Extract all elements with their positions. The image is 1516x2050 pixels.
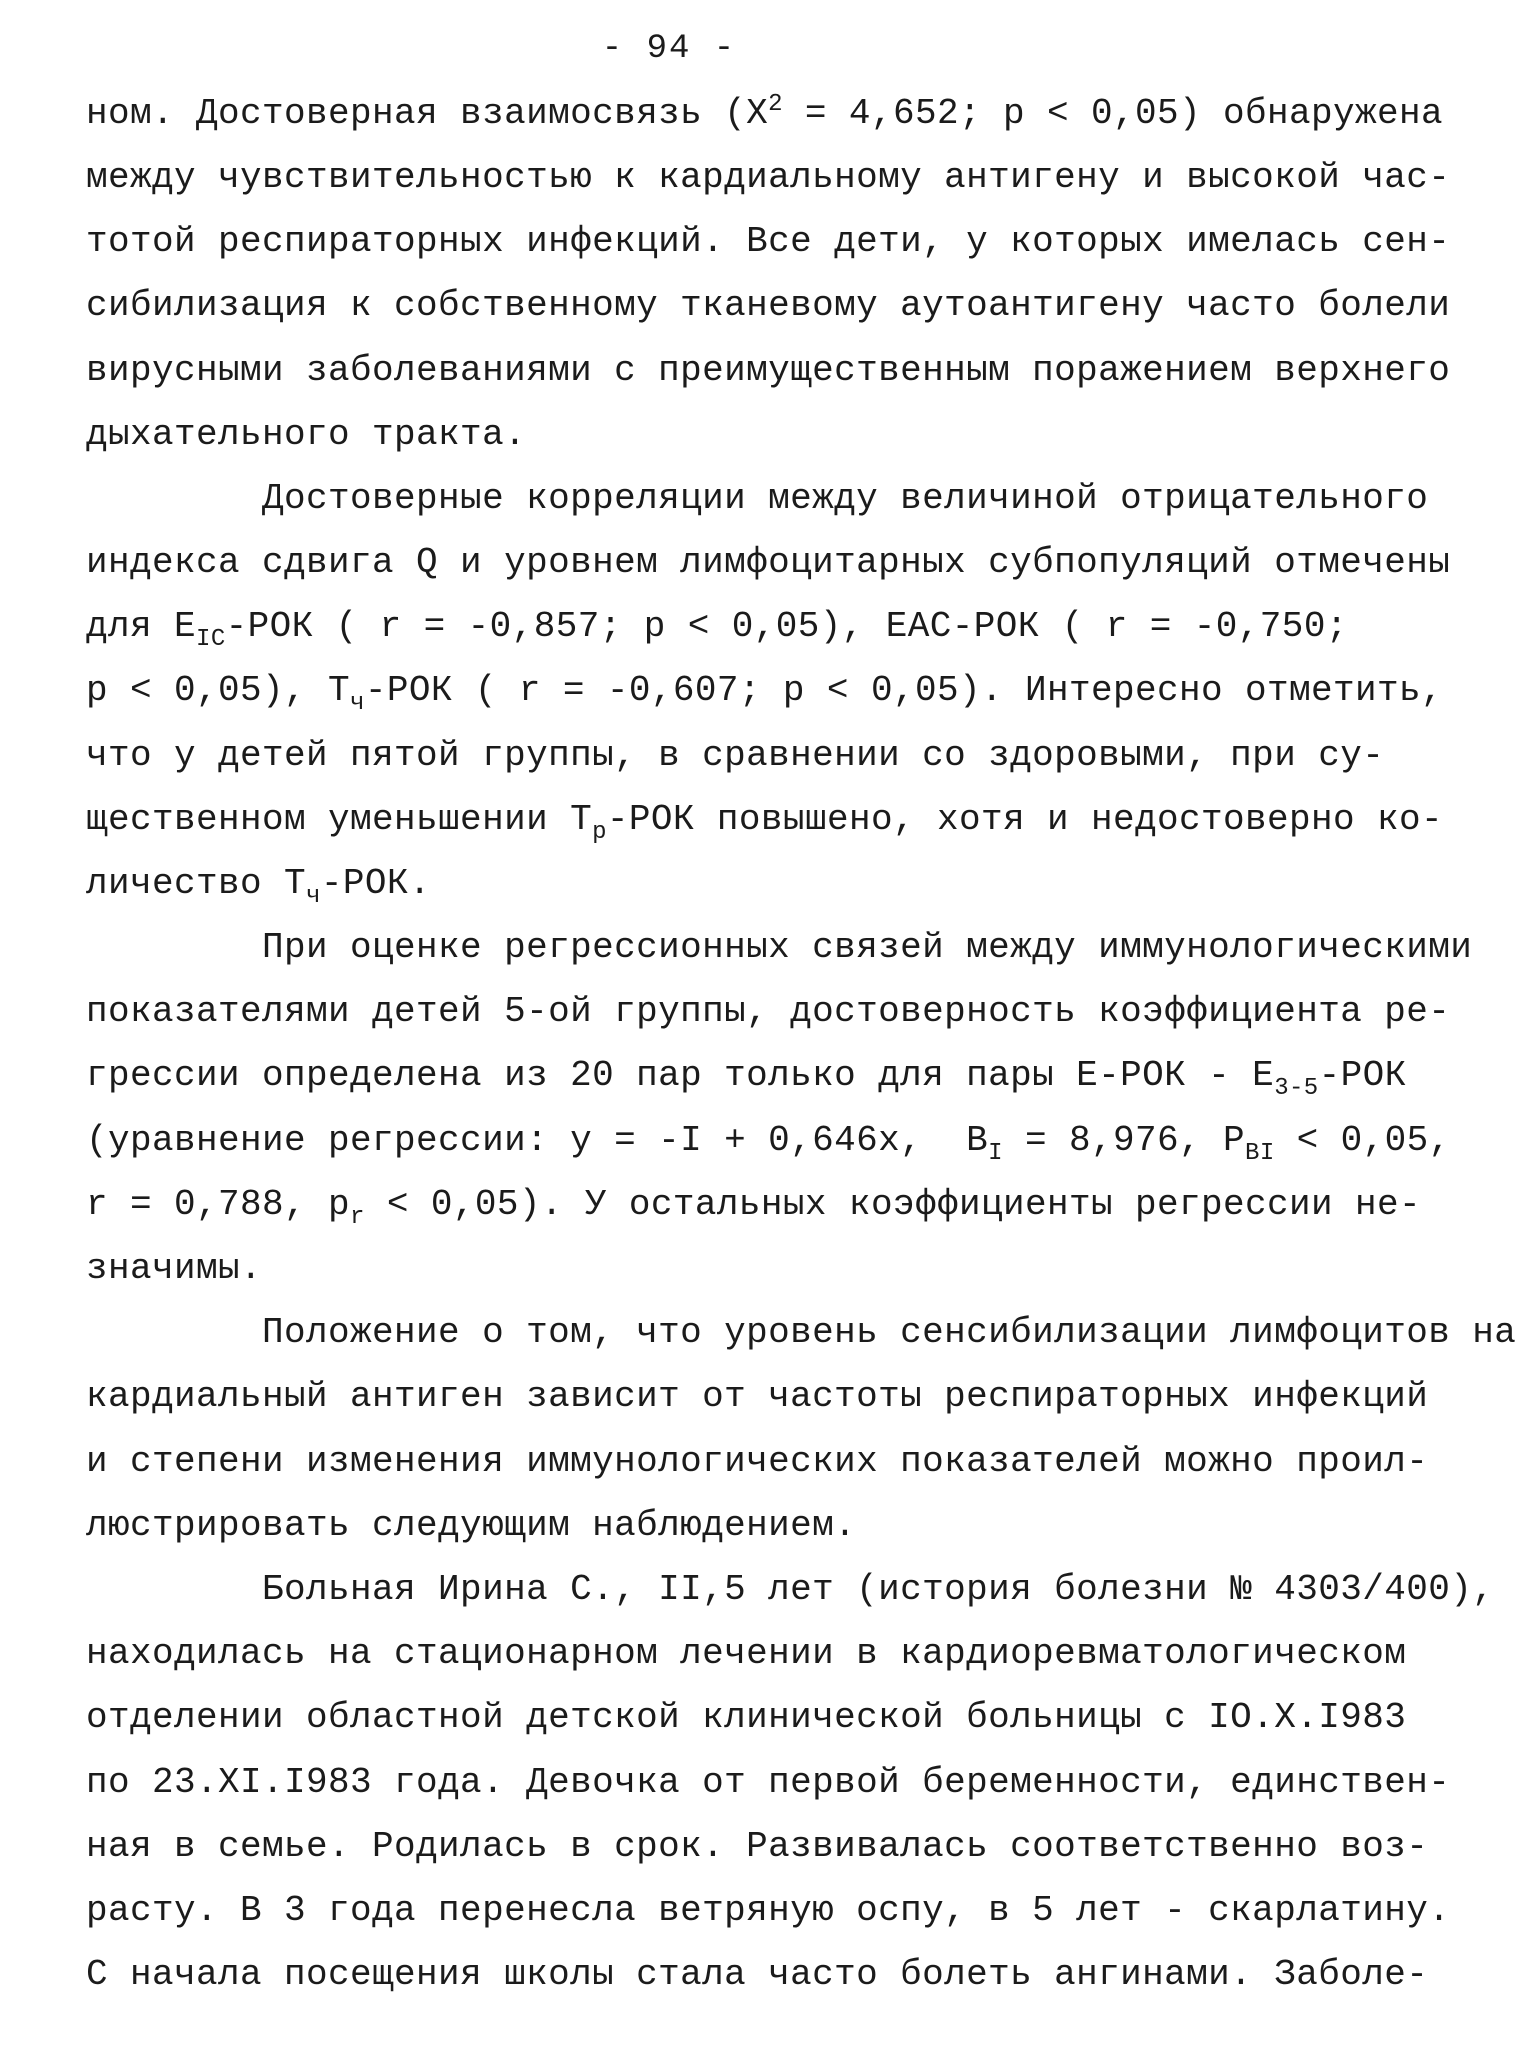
text-run: -РОК ( r = -0,607; p < 0,05). Интересно отметить,	[364, 670, 1444, 711]
text-run: отделении областной детской клинической больницы с IO.X.I983	[86, 1697, 1407, 1738]
text-line	[86, 1367, 1428, 1427]
text-line	[86, 661, 1443, 721]
text-run: щественном уменьшении T	[86, 799, 593, 840]
text-run: -РОК повышено, хотя и недостоверно ко-	[606, 799, 1444, 840]
text-line	[86, 1881, 1450, 1941]
text-line	[86, 212, 1450, 272]
text-run: -РОК ( r = -0,857; p < 0,05), ЕАС-РОК ( r = -0,750;	[225, 606, 1348, 647]
text-run: r = 0,788, p	[86, 1184, 351, 1225]
text-run: между чувствительностью к кардиальному антигену и высокой час-	[86, 157, 1451, 198]
text-line	[86, 1496, 856, 1556]
text-line	[86, 1175, 1421, 1235]
subscript: r	[350, 1204, 365, 1231]
subscript: ч	[306, 883, 321, 910]
text-run: < 0,05). У остальных коэффициенты регрессии не-	[364, 1184, 1422, 1225]
text-run: p < 0,05), T	[86, 670, 351, 711]
text-run: дыхательного тракта.	[86, 414, 527, 455]
text-run: и степени изменения иммунологических показателей можно проил-	[86, 1441, 1429, 1482]
text-line	[86, 1688, 1406, 1748]
text-line	[86, 1945, 1428, 2005]
text-line	[86, 1303, 1516, 1363]
text-run: расту. В 3 года перенесла ветряную оспу, в 5 лет - скарлатину.	[86, 1890, 1451, 1931]
text-run: находилась на стационарном лечении в кардиоревматологическом	[86, 1633, 1407, 1674]
text-run: С начала посещения школы стала часто болеть ангинами. Заболе-	[86, 1954, 1429, 1995]
text-line	[86, 276, 1450, 336]
text-run: грессии определена из 20 пар только для пары Е-РОК - E	[86, 1055, 1275, 1096]
page-number: - 94 -	[601, 30, 737, 68]
subscript: IC	[196, 626, 226, 653]
text-line	[86, 982, 1450, 1042]
text-run: личество T	[86, 863, 307, 904]
text-line	[86, 533, 1450, 593]
text-run: -РОК	[1318, 1055, 1407, 1096]
text-run: Положение о том, что уровень сенсибилизации лимфоцитов на	[86, 1312, 1516, 1353]
text-run: = 4,652; p < 0,05) обнаружена	[782, 93, 1444, 134]
text-run: (уравнение регрессии: y = -I + 0,646x, B	[86, 1120, 989, 1161]
text-line	[86, 84, 1443, 144]
text-line	[86, 1624, 1406, 1684]
text-run: сибилизация к собственному тканевому аутоантигену часто болели	[86, 285, 1451, 326]
text-run: Достоверные корреляции между величиной отрицательного	[86, 478, 1429, 519]
text-run: -РОК.	[320, 863, 431, 904]
text-line	[86, 597, 1348, 657]
text-run: люстрировать следующим наблюдением.	[86, 1505, 857, 1546]
text-line	[86, 854, 431, 914]
subscript: I	[988, 1140, 1003, 1167]
subscript: 3-5	[1274, 1075, 1319, 1102]
text-run: Больная Ирина С., II,5 лет (история болезни № 4303/400),	[86, 1569, 1495, 1610]
text-run: для E	[86, 606, 197, 647]
text-run: показателями детей 5-ой группы, достоверность коэффициента ре-	[86, 991, 1451, 1032]
text-line	[86, 148, 1450, 208]
text-run: что у детей пятой группы, в сравнении со здоровыми, при су-	[86, 735, 1385, 776]
text-line	[86, 1817, 1428, 1877]
text-line	[86, 1046, 1407, 1106]
text-run: ная в семье. Родилась в срок. Развивалась соответственно воз-	[86, 1826, 1429, 1867]
text-line	[86, 790, 1443, 850]
text-run: вирусными заболеваниями с преимущественным поражением верхнего	[86, 350, 1451, 391]
text-line	[86, 1753, 1450, 1813]
text-run: ном. Достоверная взаимосвязь (X	[86, 93, 769, 134]
text-line	[86, 1239, 262, 1299]
text-run: < 0,05,	[1274, 1120, 1451, 1161]
text-run: тотой респираторных инфекций. Все дети, у которых имелась сен-	[86, 221, 1451, 262]
text-run: значимы.	[86, 1248, 263, 1289]
text-line	[86, 341, 1450, 401]
text-line	[86, 726, 1384, 786]
text-run: При оценке регрессионных связей между иммунологическими	[86, 927, 1473, 968]
text-run: = 8,976, P	[1002, 1120, 1246, 1161]
text-run: кардиальный антиген зависит от частоты респираторных инфекций	[86, 1376, 1429, 1417]
text-run: индекса сдвига Q и уровнем лимфоцитарных субпопуляций отмечены	[86, 542, 1451, 583]
text-line	[86, 405, 526, 465]
text-line	[86, 1111, 1451, 1171]
text-line	[86, 918, 1472, 978]
subscript: p	[592, 819, 607, 846]
text-line	[86, 1432, 1428, 1492]
subscript: ч	[350, 690, 365, 717]
text-line	[86, 469, 1428, 529]
subscript: BI	[1245, 1140, 1275, 1167]
text-run: по 23.XI.I983 года. Девочка от первой беременности, единствен-	[86, 1762, 1451, 1803]
text-line	[86, 1560, 1494, 1620]
superscript: 2	[768, 91, 783, 118]
